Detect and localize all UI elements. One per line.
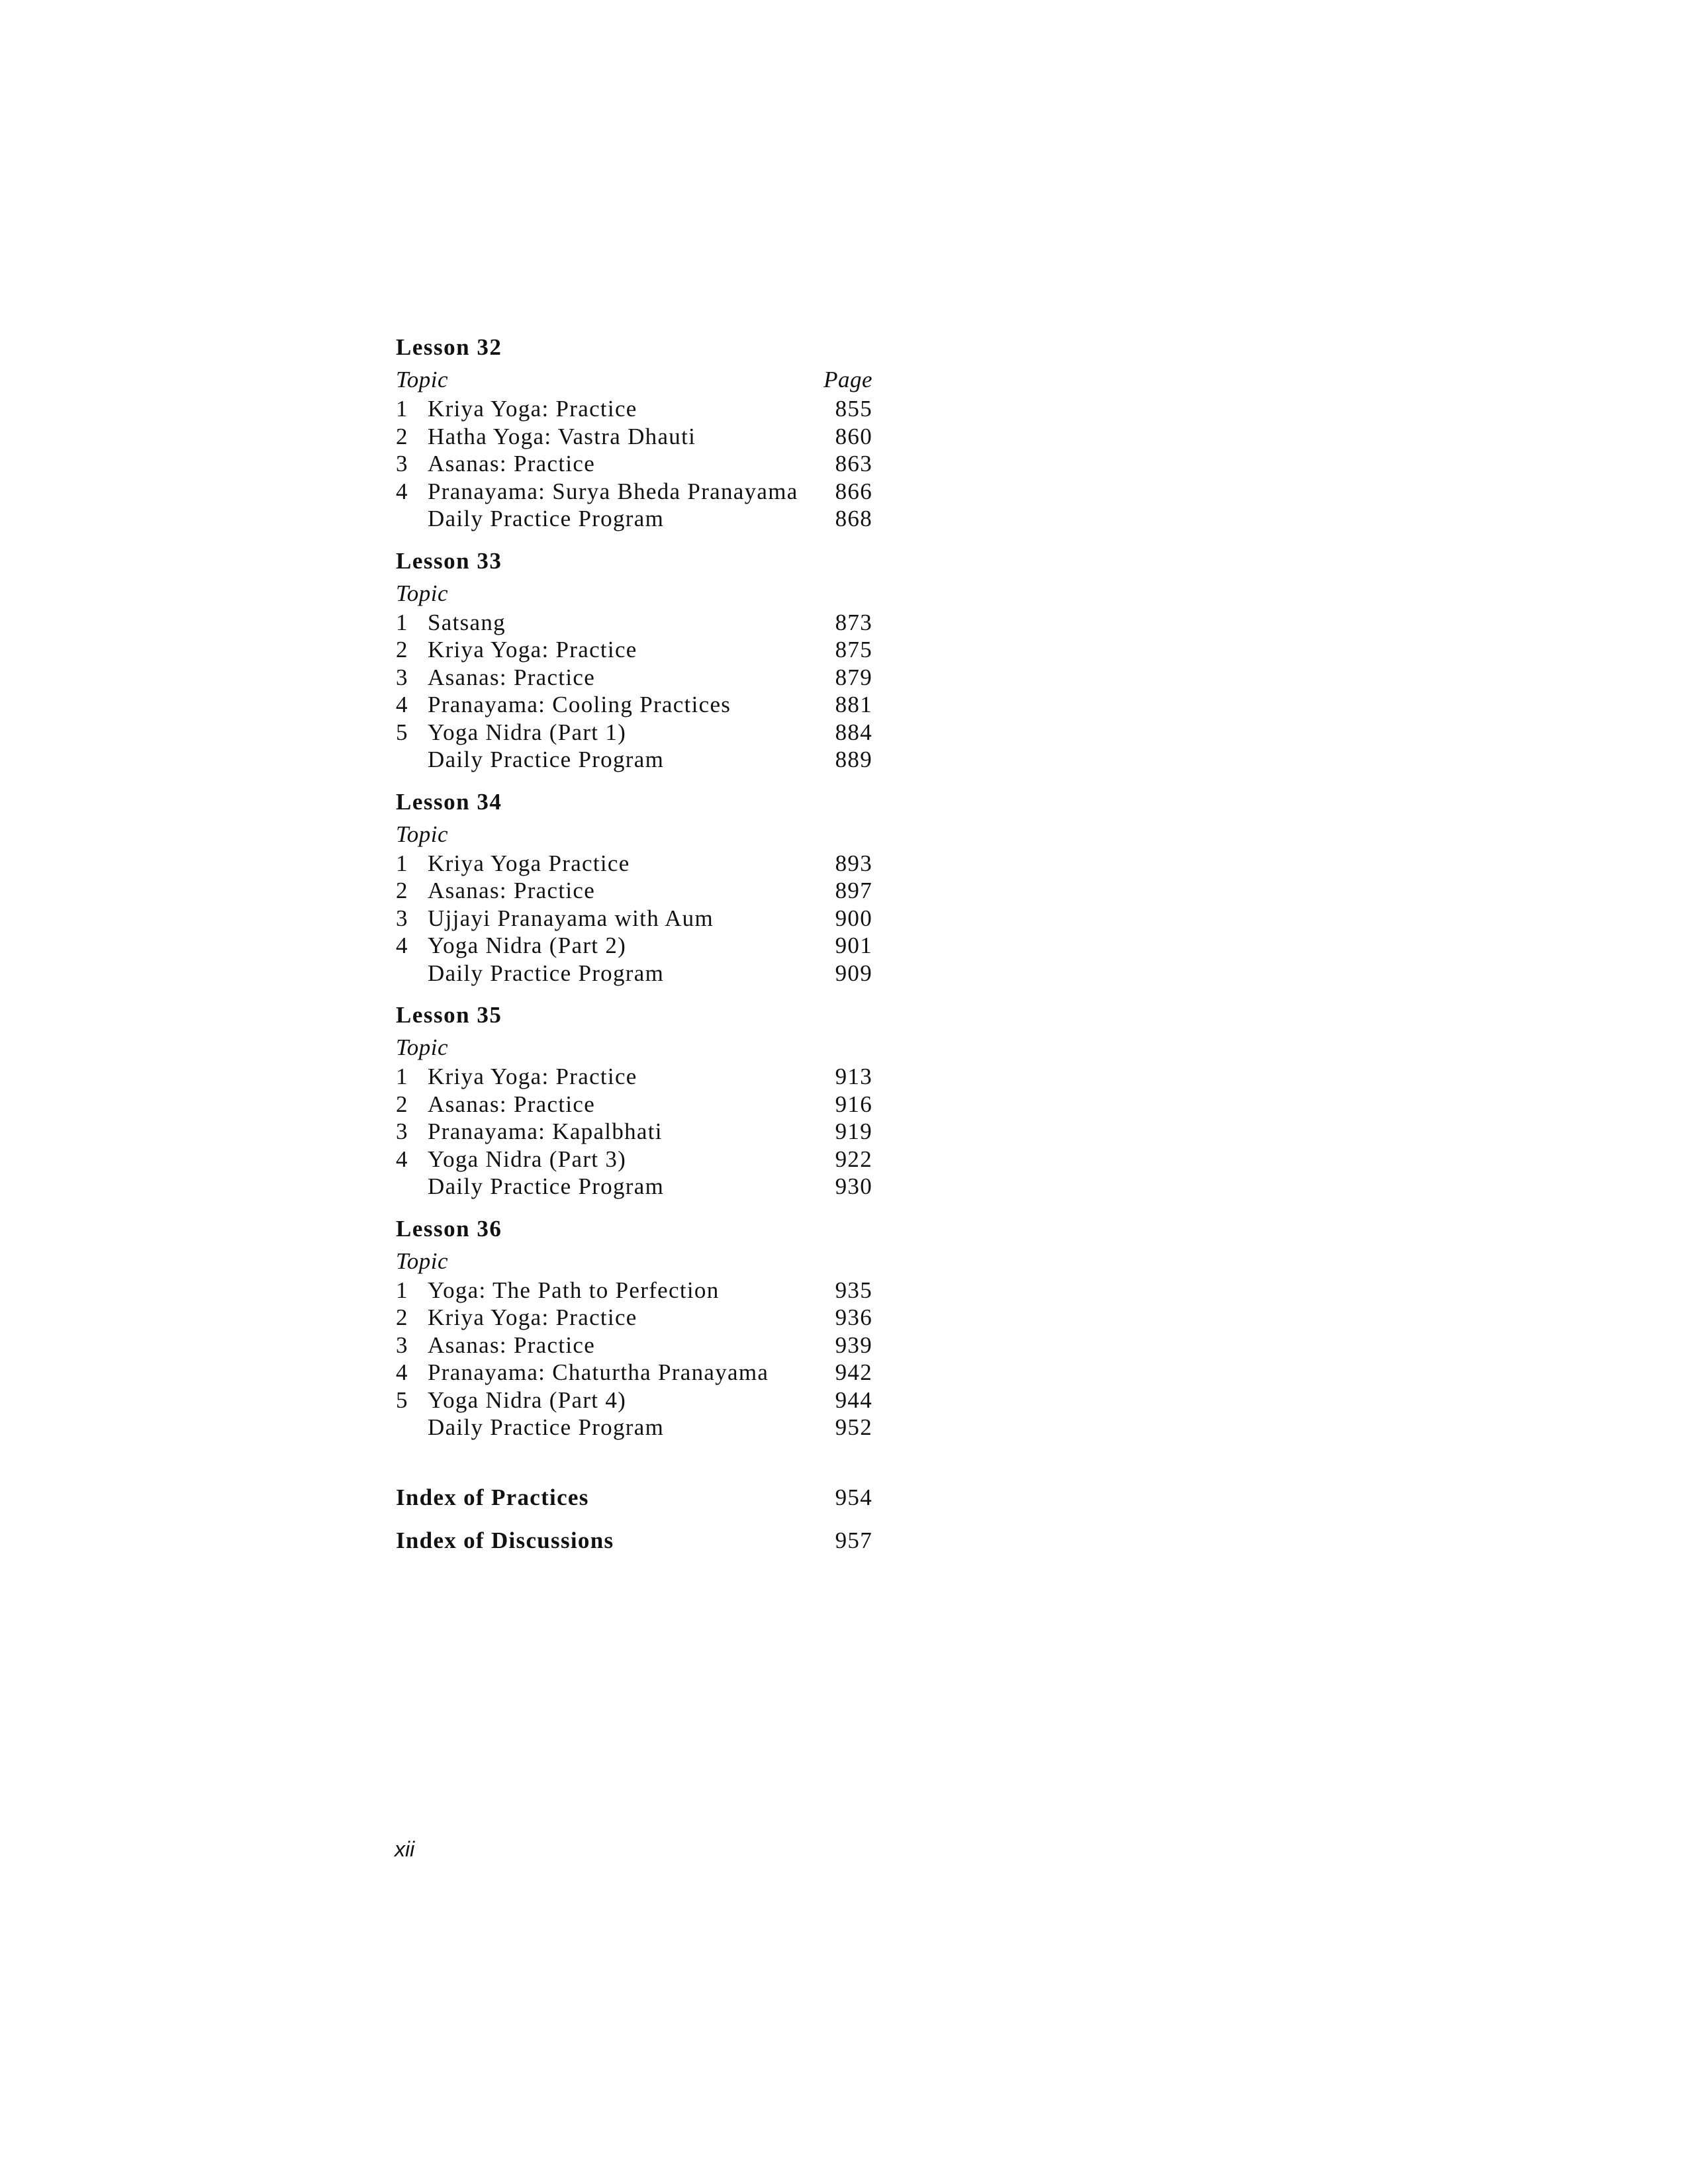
column-header-row <box>396 364 872 395</box>
entry-topic: Asanas: Practice <box>428 1332 596 1358</box>
entry-number: 4 <box>396 478 408 504</box>
entry-page-number: 866 <box>835 478 872 504</box>
toc-entry <box>396 1359 872 1387</box>
index-page-number: 954 <box>835 1484 872 1510</box>
toc-entry <box>396 1173 872 1201</box>
entry-topic: Pranayama: Kapalbhati <box>428 1118 663 1144</box>
entry-page-number: 944 <box>835 1387 872 1413</box>
entry-page-number: 939 <box>835 1332 872 1358</box>
entry-page-number: 863 <box>835 451 872 477</box>
index-title: Index of Discussions <box>396 1527 614 1553</box>
topic-column-header: Topic <box>396 580 449 606</box>
entry-page-number: 935 <box>835 1277 872 1303</box>
entry-topic: Daily Practice Program <box>428 1173 665 1199</box>
index-page-number: 957 <box>835 1527 872 1553</box>
topic-column-header: Topic <box>396 1034 449 1060</box>
entry-page-number: 860 <box>835 423 872 449</box>
toc-entry <box>396 877 872 905</box>
entry-number: 5 <box>396 719 408 745</box>
entry-page-number: 881 <box>835 692 872 717</box>
entry-topic: Kriya Yoga: Practice <box>428 1064 637 1089</box>
toc-entry <box>396 450 872 478</box>
entry-page-number: 855 <box>835 396 872 422</box>
entry-topic: Pranayama: Cooling Practices <box>428 692 731 717</box>
toc-entry <box>396 1118 872 1146</box>
entry-number: 1 <box>396 396 408 422</box>
entry-number: 2 <box>396 423 408 449</box>
topic-column-header: Topic <box>396 1248 449 1274</box>
entry-number: 2 <box>396 637 408 662</box>
entry-number: 3 <box>396 905 408 931</box>
lesson-title: Lesson 32 <box>396 334 502 360</box>
entry-page-number: 884 <box>835 719 872 745</box>
toc-entry <box>396 423 872 451</box>
toc-entry <box>396 505 872 533</box>
entry-page-number: 868 <box>835 506 872 531</box>
entry-topic: Kriya Yoga: Practice <box>428 396 637 422</box>
topic-column-header: Topic <box>396 821 449 847</box>
entry-topic: Daily Practice Program <box>428 960 665 986</box>
entry-number: 2 <box>396 1304 408 1330</box>
lesson-title: Lesson 35 <box>396 1002 502 1028</box>
toc-entry <box>396 960 872 987</box>
entry-page-number: 936 <box>835 1304 872 1330</box>
entry-number: 1 <box>396 609 408 635</box>
index-title: Index of Practices <box>396 1484 589 1510</box>
toc-entry <box>396 1414 872 1441</box>
lesson-title: Lesson 34 <box>396 788 502 815</box>
column-header-row <box>396 819 872 850</box>
entry-number: 1 <box>396 850 408 876</box>
lesson-section <box>396 545 872 774</box>
entry-page-number: 913 <box>835 1064 872 1089</box>
entry-page-number: 897 <box>835 878 872 903</box>
toc-entry <box>396 932 872 960</box>
toc-entry <box>396 1277 872 1304</box>
toc-entry <box>396 395 872 423</box>
column-header-row <box>396 1246 872 1277</box>
entry-page-number: 909 <box>835 960 872 986</box>
entry-page-number: 900 <box>835 905 872 931</box>
indices-section <box>396 1476 872 1562</box>
entry-topic: Daily Practice Program <box>428 1414 665 1440</box>
entry-page-number: 922 <box>835 1146 872 1172</box>
entry-page-number: 916 <box>835 1091 872 1117</box>
toc-entry <box>396 719 872 747</box>
entry-number: 4 <box>396 1359 408 1385</box>
toc-entry <box>396 1063 872 1091</box>
entry-topic: Ujjayi Pranayama with Aum <box>428 905 714 931</box>
entry-page-number: 873 <box>835 609 872 635</box>
toc-entry <box>396 636 872 664</box>
entry-number: 1 <box>396 1277 408 1303</box>
lesson-section <box>396 331 872 533</box>
entry-topic: Asanas: Practice <box>428 878 596 903</box>
entry-topic: Yoga Nidra (Part 3) <box>428 1146 627 1172</box>
entry-topic: Daily Practice Program <box>428 506 665 531</box>
toc-entry <box>396 905 872 933</box>
entry-topic: Yoga Nidra (Part 2) <box>428 933 627 958</box>
entry-page-number: 952 <box>835 1414 872 1440</box>
entry-topic: Yoga: The Path to Perfection <box>428 1277 720 1303</box>
entry-topic: Pranayama: Chaturtha Pranayama <box>428 1359 769 1385</box>
entry-topic: Kriya Yoga Practice <box>428 850 630 876</box>
entry-topic: Kriya Yoga: Practice <box>428 1304 637 1330</box>
toc-entry <box>396 1146 872 1173</box>
entry-page-number: 930 <box>835 1173 872 1199</box>
entry-topic: Yoga Nidra (Part 1) <box>428 719 627 745</box>
entry-topic: Asanas: Practice <box>428 664 596 690</box>
entry-number: 4 <box>396 933 408 958</box>
table-of-contents <box>396 331 872 1562</box>
toc-entry <box>396 1304 872 1332</box>
entry-topic: Kriya Yoga: Practice <box>428 637 637 662</box>
entry-topic: Daily Practice Program <box>428 747 665 772</box>
entry-number: 5 <box>396 1387 408 1413</box>
toc-entry <box>396 1387 872 1414</box>
entry-page-number: 875 <box>835 637 872 662</box>
entry-page-number: 889 <box>835 747 872 772</box>
toc-entry <box>396 1332 872 1359</box>
entry-topic: Satsang <box>428 609 506 635</box>
entry-number: 3 <box>396 664 408 690</box>
page-number: xii <box>395 1837 415 1861</box>
toc-entry <box>396 609 872 637</box>
entry-page-number: 901 <box>835 933 872 958</box>
column-header-row <box>396 578 872 609</box>
entry-number: 3 <box>396 1332 408 1358</box>
lesson-title: Lesson 36 <box>396 1215 502 1242</box>
index-entry <box>396 1519 872 1562</box>
entry-page-number: 942 <box>835 1359 872 1385</box>
entry-number: 3 <box>396 1118 408 1144</box>
toc-entry <box>396 1091 872 1118</box>
entry-number: 2 <box>396 1091 408 1117</box>
toc-entry <box>396 691 872 719</box>
entry-page-number: 879 <box>835 664 872 690</box>
toc-entry <box>396 850 872 878</box>
entry-page-number: 919 <box>835 1118 872 1144</box>
toc-entry <box>396 746 872 774</box>
entry-topic: Asanas: Practice <box>428 451 596 477</box>
column-header-row <box>396 1032 872 1063</box>
lesson-section <box>396 1212 872 1441</box>
entry-number: 1 <box>396 1064 408 1089</box>
entry-number: 2 <box>396 878 408 903</box>
topic-column-header: Topic <box>396 367 449 392</box>
entry-topic: Yoga Nidra (Part 4) <box>428 1387 627 1413</box>
entry-number: 3 <box>396 451 408 477</box>
toc-entry <box>396 664 872 692</box>
entry-number: 4 <box>396 1146 408 1172</box>
entry-page-number: 893 <box>835 850 872 876</box>
toc-entry <box>396 478 872 506</box>
lesson-section <box>396 786 872 987</box>
entry-topic: Hatha Yoga: Vastra Dhauti <box>428 423 696 449</box>
entry-topic: Asanas: Practice <box>428 1091 596 1117</box>
index-entry <box>396 1476 872 1519</box>
entry-topic: Pranayama: Surya Bheda Pranayama <box>428 478 798 504</box>
entry-number: 4 <box>396 692 408 717</box>
lesson-title: Lesson 33 <box>396 547 502 574</box>
page-column-header: Page <box>823 367 872 392</box>
lesson-section <box>396 999 872 1201</box>
